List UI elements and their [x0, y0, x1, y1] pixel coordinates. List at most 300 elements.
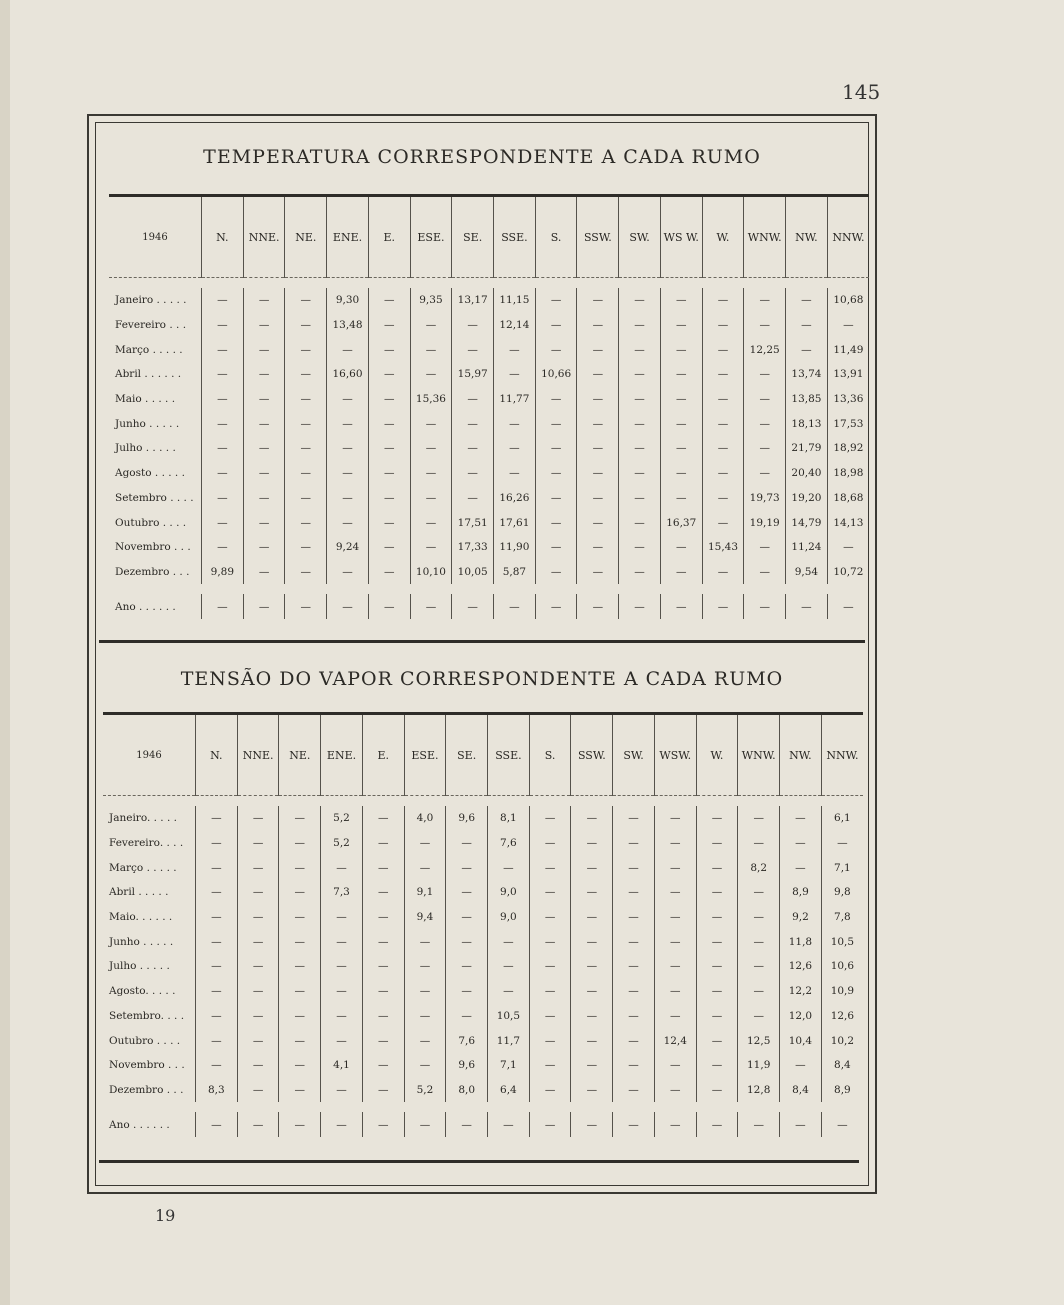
- temperatura-cell: —: [660, 436, 702, 461]
- tensao-cell: —: [362, 831, 404, 856]
- tensao-cell: —: [696, 855, 738, 880]
- tensao-cell: —: [237, 880, 279, 905]
- temperatura-cell: —: [410, 461, 452, 486]
- temperatura-cell: —: [202, 436, 244, 461]
- tensao-cell: —: [654, 954, 696, 979]
- tensao-cell: —: [613, 806, 655, 831]
- temperatura-month-label: Agosto . . . . .: [115, 467, 185, 480]
- tensao-cell: —: [738, 806, 780, 831]
- footer-number: 19: [155, 1206, 176, 1225]
- temperatura-cell: —: [285, 560, 327, 585]
- temperatura-cell: —: [202, 594, 244, 619]
- temperatura-cell: 11,49: [827, 337, 869, 362]
- page-edge: [0, 0, 10, 1305]
- temperatura-cell: 18,98: [827, 461, 869, 486]
- tensao-cell: —: [529, 1028, 571, 1053]
- tensao-cell: —: [404, 1112, 446, 1137]
- tensao-col-header: N.: [196, 715, 238, 796]
- tensao-cell: —: [529, 855, 571, 880]
- temperatura-cell: 15,97: [452, 362, 494, 387]
- tensao-cell: 9,4: [404, 905, 446, 930]
- temperatura-cell: 12,14: [494, 313, 536, 338]
- tensao-cell: 12,2: [780, 979, 822, 1004]
- tensao-cell: 11,9: [738, 1053, 780, 1078]
- temperatura-cell: —: [827, 313, 869, 338]
- temperatura-cell: —: [327, 436, 369, 461]
- tensao-cell: —: [529, 1053, 571, 1078]
- tensao-cell: —: [696, 954, 738, 979]
- tensao-cell: —: [488, 954, 530, 979]
- tensao-col-header: SSW.: [571, 715, 613, 796]
- temperatura-title: TEMPERATURA CORRESPONDENTE A CADA RUMO: [203, 146, 761, 168]
- tensao-month-label: Julho . . . . .: [109, 960, 170, 973]
- tensao-cell: —: [196, 880, 238, 905]
- tensao-cell: —: [780, 1112, 822, 1137]
- temperatura-cell: —: [535, 387, 577, 412]
- temperatura-cell: —: [243, 436, 285, 461]
- temperatura-cell: —: [577, 535, 619, 560]
- temperatura-cell: —: [410, 535, 452, 560]
- tensao-cell: —: [321, 979, 363, 1004]
- temperatura-cell: —: [786, 288, 828, 313]
- temperatura-cell: 13,74: [786, 362, 828, 387]
- tensao-cell: 8,9: [780, 880, 822, 905]
- tensao-col-header: E.: [362, 715, 404, 796]
- tensao-row: [103, 806, 863, 831]
- temperatura-col-header: ENE.: [327, 197, 369, 278]
- tensao-cell: 11,7: [488, 1028, 530, 1053]
- temperatura-cell: —: [702, 510, 744, 535]
- tensao-cell: —: [362, 954, 404, 979]
- tensao-row: [103, 905, 863, 930]
- tensao-cell: —: [279, 1028, 321, 1053]
- tensao-cell: —: [321, 954, 363, 979]
- temperatura-cell: 10,10: [410, 560, 452, 585]
- tensao-cell: —: [446, 855, 488, 880]
- temperatura-cell: —: [243, 387, 285, 412]
- tensao-cell: —: [404, 831, 446, 856]
- tensao-cell: —: [404, 1004, 446, 1029]
- tensao-cell: 7,8: [821, 905, 863, 930]
- temperatura-cell: —: [202, 535, 244, 560]
- temperatura-cell: —: [619, 387, 661, 412]
- temperatura-month-label: Outubro . . . .: [115, 516, 187, 529]
- tensao-row: [103, 831, 863, 856]
- temperatura-cell: 14,79: [786, 510, 828, 535]
- tensao-row: [103, 1112, 863, 1137]
- temperatura-cell: —: [744, 387, 786, 412]
- temperatura-cell: —: [452, 337, 494, 362]
- temperatura-cell: —: [619, 486, 661, 511]
- temperatura-cell: —: [202, 486, 244, 511]
- temperatura-cell: —: [660, 362, 702, 387]
- tensao-cell: —: [196, 905, 238, 930]
- tensao-cell: —: [696, 1078, 738, 1103]
- tensao-cell: —: [654, 806, 696, 831]
- temperatura-col-header: SSW.: [577, 197, 619, 278]
- temperatura-cell: 13,91: [827, 362, 869, 387]
- temperatura-cell: 10,68: [827, 288, 869, 313]
- tensao-cell: 5,2: [404, 1078, 446, 1103]
- tensao-cell: —: [279, 1004, 321, 1029]
- tensao-cell: —: [696, 1112, 738, 1137]
- tensao-month-label: Abril . . . . .: [109, 886, 169, 899]
- temperatura-cell: —: [285, 362, 327, 387]
- tensao-cell: 10,9: [821, 979, 863, 1004]
- temperatura-cell: —: [744, 362, 786, 387]
- tensao-month-label: Novembro . . .: [109, 1059, 185, 1072]
- temperatura-col-header: SSE.: [494, 197, 536, 278]
- tensao-cell: —: [571, 954, 613, 979]
- tensao-cell: —: [362, 1053, 404, 1078]
- tensao-cell: —: [362, 880, 404, 905]
- temperatura-cell: 16,37: [660, 510, 702, 535]
- temperatura-month-label: Julho . . . . .: [115, 442, 176, 455]
- tensao-cell: 8,3: [196, 1078, 238, 1103]
- tensao-cell: —: [196, 1053, 238, 1078]
- temperatura-cell: —: [494, 461, 536, 486]
- tensao-cell: —: [613, 880, 655, 905]
- tensao-cell: —: [362, 855, 404, 880]
- tensao-month-label: Outubro . . . .: [109, 1034, 181, 1047]
- temperatura-cell: —: [827, 535, 869, 560]
- tensao-cell: —: [196, 1004, 238, 1029]
- tensao-cell: —: [529, 929, 571, 954]
- tensao-month-label: Setembro. . . .: [109, 1009, 185, 1022]
- tensao-cell: —: [362, 1028, 404, 1053]
- tensao-cell: —: [446, 1004, 488, 1029]
- temperatura-row: [109, 535, 869, 560]
- tensao-col-header: SSE.: [488, 715, 530, 796]
- temperatura-cell: —: [535, 461, 577, 486]
- tensao-cell: —: [696, 1053, 738, 1078]
- temperatura-cell: —: [702, 436, 744, 461]
- tensao-cell: 8,4: [780, 1078, 822, 1103]
- tensao-cell: —: [321, 1004, 363, 1029]
- tensao-cell: —: [196, 1028, 238, 1053]
- temperatura-cell: —: [577, 288, 619, 313]
- tensao-col-header: WNW.: [738, 715, 780, 796]
- temperatura-row: [109, 288, 869, 313]
- tensao-cell: 8,4: [821, 1053, 863, 1078]
- tensao-cell: 9,2: [780, 905, 822, 930]
- page-number: 145: [842, 80, 881, 104]
- temperatura-cell: —: [285, 535, 327, 560]
- tensao-title: TENSÃO DO VAPOR CORRESPONDENTE A CADA RUMO: [180, 668, 784, 690]
- tensao-cell: —: [529, 979, 571, 1004]
- temperatura-cell: 18,92: [827, 436, 869, 461]
- temperatura-cell: —: [702, 313, 744, 338]
- temperatura-cell: 18,13: [786, 411, 828, 436]
- tensao-cell: —: [488, 979, 530, 1004]
- temperatura-cell: —: [619, 560, 661, 585]
- tensao-col-header: NW.: [780, 715, 822, 796]
- tensao-cell: 10,5: [488, 1004, 530, 1029]
- tensao-cell: 10,5: [821, 929, 863, 954]
- temperatura-cell: —: [243, 362, 285, 387]
- temperatura-cell: —: [744, 313, 786, 338]
- tensao-cell: —: [279, 905, 321, 930]
- temperatura-cell: —: [577, 436, 619, 461]
- temperatura-cell: 10,05: [452, 560, 494, 585]
- temperatura-cell: —: [660, 535, 702, 560]
- tensao-cell: —: [571, 880, 613, 905]
- temperatura-cell: 15,36: [410, 387, 452, 412]
- temperatura-cell: —: [702, 411, 744, 436]
- tensao-cell: —: [404, 855, 446, 880]
- tensao-cell: —: [696, 979, 738, 1004]
- temperatura-cell: —: [452, 411, 494, 436]
- tensao-cell: —: [446, 880, 488, 905]
- temperatura-cell: —: [202, 387, 244, 412]
- temperatura-cell: —: [577, 387, 619, 412]
- temperatura-month-label: Maio . . . . .: [115, 393, 176, 406]
- tensao-cell: 9,8: [821, 880, 863, 905]
- tensao-cell: —: [696, 880, 738, 905]
- temperatura-cell: —: [702, 288, 744, 313]
- temperatura-cell: —: [410, 594, 452, 619]
- tensao-cell: —: [613, 1112, 655, 1137]
- temperatura-cell: —: [410, 510, 452, 535]
- tensao-col-header: ESE.: [404, 715, 446, 796]
- temperatura-cell: —: [660, 486, 702, 511]
- tensao-row: [103, 979, 863, 1004]
- tensao-col-header: NNW.: [821, 715, 863, 796]
- tensao-cell: —: [654, 1112, 696, 1137]
- temperatura-cell: —: [368, 313, 410, 338]
- tensao-cell: 7,6: [488, 831, 530, 856]
- tensao-cell: 8,9: [821, 1078, 863, 1103]
- temperatura-cell: —: [786, 313, 828, 338]
- tensao-cell: —: [613, 855, 655, 880]
- tensao-cell: —: [654, 979, 696, 1004]
- tensao-cell: —: [571, 929, 613, 954]
- temperatura-cell: —: [660, 337, 702, 362]
- tensao-cell: 12,6: [821, 1004, 863, 1029]
- temperatura-cell: —: [702, 387, 744, 412]
- temperatura-cell: 19,19: [744, 510, 786, 535]
- temperatura-cell: —: [202, 288, 244, 313]
- temperatura-cell: —: [452, 486, 494, 511]
- temperatura-cell: 20,40: [786, 461, 828, 486]
- tensao-cell: —: [279, 929, 321, 954]
- tensao-row: [103, 880, 863, 905]
- temperatura-cell: —: [285, 337, 327, 362]
- temperatura-cell: 11,24: [786, 535, 828, 560]
- temperatura-cell: —: [535, 288, 577, 313]
- tensao-cell: —: [654, 880, 696, 905]
- temperatura-month-label: Janeiro . . . . .: [115, 294, 187, 307]
- tensao-cell: —: [196, 831, 238, 856]
- tensao-cell: —: [196, 806, 238, 831]
- temperatura-cell: —: [660, 594, 702, 619]
- tensao-cell: 8,0: [446, 1078, 488, 1103]
- tensao-cell: —: [529, 954, 571, 979]
- temperatura-cell: —: [535, 535, 577, 560]
- tensao-cell: —: [780, 1053, 822, 1078]
- tensao-cell: —: [654, 831, 696, 856]
- temperatura-cell: —: [327, 560, 369, 585]
- tensao-col-header: SW.: [613, 715, 655, 796]
- temperatura-cell: —: [202, 461, 244, 486]
- tensao-cell: —: [237, 905, 279, 930]
- temperatura-month-label: Junho . . . . .: [115, 417, 180, 430]
- tensao-cell: —: [279, 954, 321, 979]
- temperatura-row: [109, 486, 869, 511]
- tensao-cell: —: [738, 954, 780, 979]
- temperatura-cell: —: [577, 411, 619, 436]
- temperatura-cell: —: [535, 594, 577, 619]
- temperatura-cell: —: [619, 436, 661, 461]
- tensao-row: [103, 1053, 863, 1078]
- tensao-month-label: Março . . . . .: [109, 861, 177, 874]
- temperatura-cell: 10,66: [535, 362, 577, 387]
- temperatura-cell: —: [535, 560, 577, 585]
- temperatura-cell: 13,36: [827, 387, 869, 412]
- tensao-cell: —: [237, 855, 279, 880]
- temperatura-cell: —: [243, 313, 285, 338]
- tensao-cell: —: [279, 855, 321, 880]
- tensao-cell: —: [321, 1112, 363, 1137]
- tensao-cell: 9,6: [446, 1053, 488, 1078]
- tensao-cell: —: [196, 1112, 238, 1137]
- temperatura-cell: —: [368, 436, 410, 461]
- tensao-cell: —: [321, 1078, 363, 1103]
- tensao-cell: —: [654, 1004, 696, 1029]
- temperatura-month-label: Ano . . . . . .: [115, 600, 176, 613]
- temperatura-cell: —: [702, 362, 744, 387]
- tensao-cell: —: [654, 1078, 696, 1103]
- temperatura-cell: —: [577, 510, 619, 535]
- tensao-cell: —: [488, 1112, 530, 1137]
- tensao-cell: —: [613, 979, 655, 1004]
- temperatura-col-header: ESE.: [410, 197, 452, 278]
- tensao-cell: —: [571, 1078, 613, 1103]
- tensao-cell: —: [237, 1053, 279, 1078]
- tensao-cell: —: [196, 855, 238, 880]
- temperatura-cell: —: [619, 594, 661, 619]
- temperatura-cell: —: [535, 337, 577, 362]
- tensao-cell: —: [738, 979, 780, 1004]
- temperatura-cell: —: [368, 387, 410, 412]
- tensao-cell: —: [654, 1053, 696, 1078]
- tensao-cell: 10,6: [821, 954, 863, 979]
- tensao-cell: 7,1: [821, 855, 863, 880]
- tensao-cell: —: [738, 929, 780, 954]
- tensao-cell: 10,2: [821, 1028, 863, 1053]
- tensao-row: [103, 929, 863, 954]
- tensao-cell: —: [362, 929, 404, 954]
- temperatura-cell: —: [619, 337, 661, 362]
- temperatura-bottom-rule: [99, 640, 865, 643]
- temperatura-cell: —: [410, 313, 452, 338]
- tensao-cell: —: [279, 831, 321, 856]
- tensao-cell: —: [237, 806, 279, 831]
- temperatura-cell: —: [577, 594, 619, 619]
- temperatura-cell: —: [577, 337, 619, 362]
- tensao-cell: 9,0: [488, 905, 530, 930]
- tensao-cell: —: [404, 1053, 446, 1078]
- tensao-cell: —: [237, 1004, 279, 1029]
- tensao-cell: —: [654, 905, 696, 930]
- tensao-cell: 12,5: [738, 1028, 780, 1053]
- tensao-cell: —: [780, 831, 822, 856]
- tensao-cell: —: [446, 1112, 488, 1137]
- tensao-cell: —: [613, 1053, 655, 1078]
- tensao-col-header: NE.: [279, 715, 321, 796]
- temperatura-cell: —: [285, 313, 327, 338]
- temperatura-cell: —: [368, 594, 410, 619]
- temperatura-col-header: NE.: [285, 197, 327, 278]
- temperatura-cell: —: [744, 411, 786, 436]
- temperatura-cell: 17,51: [452, 510, 494, 535]
- temperatura-cell: 11,15: [494, 288, 536, 313]
- tensao-row: [103, 1078, 863, 1103]
- temperatura-cell: 17,61: [494, 510, 536, 535]
- tensao-cell: —: [696, 929, 738, 954]
- tensao-col-header: S.: [529, 715, 571, 796]
- tensao-cell: —: [571, 831, 613, 856]
- temperatura-cell: —: [285, 387, 327, 412]
- tensao-cell: —: [529, 1078, 571, 1103]
- tensao-cell: —: [362, 1078, 404, 1103]
- temperatura-cell: —: [452, 387, 494, 412]
- temperatura-cell: —: [702, 594, 744, 619]
- tensao-cell: 11,8: [780, 929, 822, 954]
- temperatura-cell: —: [243, 535, 285, 560]
- tensao-cell: —: [362, 905, 404, 930]
- tensao-cell: —: [446, 905, 488, 930]
- tensao-cell: 12,8: [738, 1078, 780, 1103]
- tensao-cell: —: [279, 1112, 321, 1137]
- tensao-cell: —: [613, 1004, 655, 1029]
- tensao-cell: 10,4: [780, 1028, 822, 1053]
- temperatura-cell: —: [619, 510, 661, 535]
- tensao-cell: —: [237, 1028, 279, 1053]
- tensao-cell: —: [696, 905, 738, 930]
- tensao-cell: —: [738, 905, 780, 930]
- temperatura-cell: 9,35: [410, 288, 452, 313]
- tensao-cell: —: [488, 855, 530, 880]
- tensao-cell: —: [613, 954, 655, 979]
- tensao-cell: —: [404, 1028, 446, 1053]
- tensao-cell: —: [571, 1112, 613, 1137]
- temperatura-cell: 9,24: [327, 535, 369, 560]
- tensao-cell: 7,6: [446, 1028, 488, 1053]
- temperatura-cell: —: [452, 461, 494, 486]
- temperatura-cell: —: [243, 594, 285, 619]
- temperatura-cell: 11,77: [494, 387, 536, 412]
- temperatura-cell: 17,33: [452, 535, 494, 560]
- temperatura-cell: —: [577, 486, 619, 511]
- temperatura-cell: —: [327, 411, 369, 436]
- temperatura-month-label: Setembro . . . .: [115, 491, 194, 504]
- temperatura-cell: —: [243, 288, 285, 313]
- temperatura-month-label: Novembro . . .: [115, 541, 191, 554]
- temperatura-cell: —: [786, 337, 828, 362]
- temperatura-cell: —: [577, 362, 619, 387]
- tensao-month-label: Janeiro. . . . .: [109, 812, 177, 825]
- tensao-cell: 7,3: [321, 880, 363, 905]
- temperatura-cell: 16,60: [327, 362, 369, 387]
- tensao-cell: —: [196, 979, 238, 1004]
- tensao-cell: —: [237, 929, 279, 954]
- temperatura-table: [109, 197, 869, 619]
- temperatura-cell: —: [410, 436, 452, 461]
- temperatura-cell: —: [410, 362, 452, 387]
- tensao-cell: —: [738, 831, 780, 856]
- tensao-table: [103, 715, 863, 1137]
